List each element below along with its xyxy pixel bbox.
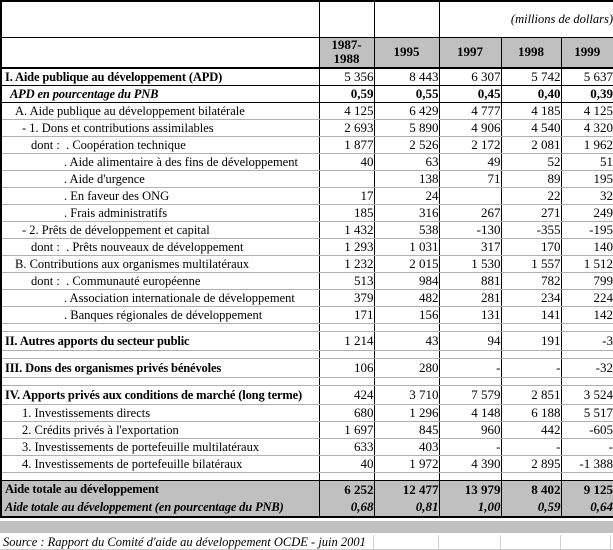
value-cell: 5 637 [561, 68, 613, 86]
value-cell: 5 356 [319, 68, 374, 86]
value-cell: 271 [501, 205, 561, 222]
spacer-row [1, 473, 613, 481]
value-cell [374, 324, 439, 332]
row-label-cell: dont : . Communauté européenne [1, 273, 319, 290]
value-cell: 1 972 [374, 456, 439, 473]
value-cell: 5 517 [561, 405, 613, 422]
year-header-empty-cell [1, 37, 319, 68]
value-cell: 51 [561, 154, 613, 171]
value-cell: 142 [561, 307, 613, 324]
value-cell: 482 [374, 290, 439, 307]
value-cell: 424 [319, 386, 374, 405]
value-cell: 403 [374, 439, 439, 456]
value-cell [561, 378, 613, 386]
value-cell: 24 [374, 188, 439, 205]
value-cell: -32 [561, 359, 613, 378]
value-cell: 4 777 [439, 103, 501, 120]
value-cell: 249 [561, 205, 613, 222]
table-row [1, 103, 613, 120]
value-cell: 4 125 [319, 103, 374, 120]
value-cell: 22 [501, 188, 561, 205]
value-cell: 0,64 [561, 499, 613, 517]
value-cell: 141 [501, 307, 561, 324]
table-row [1, 332, 613, 351]
value-cell: 845 [374, 422, 439, 439]
value-cell: 63 [374, 154, 439, 171]
table-row [1, 273, 613, 290]
value-cell: 131 [439, 307, 501, 324]
value-cell [439, 378, 501, 386]
value-cell: 195 [561, 171, 613, 188]
value-cell: - [561, 439, 613, 456]
row-label-cell: . Aide alimentaire à des fins de développement [1, 154, 319, 171]
spacer-row [1, 351, 613, 359]
value-cell [374, 378, 439, 386]
value-cell: 3 524 [561, 386, 613, 405]
value-cell: 280 [374, 359, 439, 378]
year-label: 1987- [331, 37, 362, 53]
value-cell: - [501, 359, 561, 378]
value-cell: 267 [439, 205, 501, 222]
value-cell: 2 081 [501, 137, 561, 154]
value-cell: 2 172 [439, 137, 501, 154]
table-row [1, 154, 613, 171]
row-label-cell: 1. Investissements directs [1, 405, 319, 422]
value-cell: 191 [501, 332, 561, 351]
value-cell: 13 979 [439, 481, 501, 499]
table-row [1, 256, 613, 273]
value-cell: 4 390 [439, 456, 501, 473]
row-label-cell: - 2. Prêts de développement et capital [1, 222, 319, 239]
value-cell [501, 473, 561, 481]
value-cell: 5 890 [374, 120, 439, 137]
gridline [500, 535, 501, 549]
value-cell: 43 [374, 332, 439, 351]
value-cell: 0,45 [439, 86, 501, 103]
value-cell: 1,00 [439, 499, 501, 517]
table-row [1, 439, 613, 456]
row-label-cell [1, 473, 319, 481]
spacer-row [1, 324, 613, 332]
table-row [1, 239, 613, 256]
value-cell: 49 [439, 154, 501, 171]
empty-cell [319, 1, 374, 37]
value-cell: 4 148 [439, 405, 501, 422]
value-cell: 224 [561, 290, 613, 307]
value-cell: 234 [501, 290, 561, 307]
row-label-cell [1, 378, 319, 386]
table-row [1, 481, 613, 499]
empty-cell [1, 1, 319, 37]
value-cell: 513 [319, 273, 374, 290]
year-label: 1988 [333, 51, 360, 67]
year-header-1995: 1995 [374, 37, 439, 68]
table-row [1, 290, 613, 307]
row-label-cell: . Aide d'urgence [1, 171, 319, 188]
value-cell: -355 [501, 222, 561, 239]
value-cell: 94 [439, 332, 501, 351]
value-cell: 89 [501, 171, 561, 188]
row-label-cell: - 1. Dons et contributions assimilables [1, 120, 319, 137]
value-cell: 171 [319, 307, 374, 324]
value-cell: 6 252 [319, 481, 374, 499]
table-row [1, 386, 613, 405]
value-cell: 0,59 [319, 86, 374, 103]
value-cell: 185 [319, 205, 374, 222]
value-cell: 1 962 [561, 137, 613, 154]
value-cell: 1 031 [374, 239, 439, 256]
empty-cell [374, 1, 439, 37]
value-cell: 680 [319, 405, 374, 422]
value-cell: 0,55 [374, 86, 439, 103]
gridline [610, 535, 611, 549]
gridline [560, 535, 561, 549]
value-cell: 2 851 [501, 386, 561, 405]
value-cell: 2 895 [501, 456, 561, 473]
value-cell: 0,40 [501, 86, 561, 103]
table-row [1, 499, 613, 517]
row-label-cell: II. Autres apports du secteur public [1, 332, 319, 351]
row-label-cell: A. Aide publique au développement bilatérale [1, 103, 319, 120]
row-label-cell: IV. Apports privés aux conditions de marché (long terme) [1, 386, 319, 405]
value-cell: 156 [374, 307, 439, 324]
value-cell [501, 324, 561, 332]
value-cell: 6 429 [374, 103, 439, 120]
value-cell [319, 351, 374, 359]
row-label-cell: III. Dons des organismes privés bénévoles [1, 359, 319, 378]
unit-note: (millions de dollars) [439, 1, 613, 37]
value-cell: 40 [319, 154, 374, 171]
value-cell: 984 [374, 273, 439, 290]
unit-note-row [1, 1, 613, 37]
year-header-1998: 1998 [501, 37, 561, 68]
value-cell: 2 526 [374, 137, 439, 154]
value-cell [374, 473, 439, 481]
value-cell: 2 693 [319, 120, 374, 137]
row-label-cell: 3. Investissements de portefeuille multilatéraux [1, 439, 319, 456]
value-cell: 379 [319, 290, 374, 307]
value-cell: 52 [501, 154, 561, 171]
value-cell: 7 579 [439, 386, 501, 405]
value-cell: 0,81 [374, 499, 439, 517]
source-row [0, 535, 613, 550]
row-label-cell: I. Aide publique au développement (APD) [1, 68, 319, 86]
value-cell: 782 [501, 273, 561, 290]
value-cell: 1 877 [319, 137, 374, 154]
table-row [1, 137, 613, 154]
row-label-cell: . Association internationale de développement [1, 290, 319, 307]
year-header-1997: 1997 [439, 37, 501, 68]
row-label-cell: 2. Crédits privés à l'exportation [1, 422, 319, 439]
value-cell: -195 [561, 222, 613, 239]
value-cell: 5 742 [501, 68, 561, 86]
value-cell [319, 171, 374, 188]
value-cell [439, 351, 501, 359]
value-cell: 4 185 [501, 103, 561, 120]
table-row [1, 120, 613, 137]
value-cell: 881 [439, 273, 501, 290]
value-cell [501, 378, 561, 386]
table-row [1, 171, 613, 188]
row-label-cell [1, 351, 319, 359]
value-cell: 281 [439, 290, 501, 307]
value-cell: 633 [319, 439, 374, 456]
spacer-row [1, 378, 613, 386]
value-cell: 8 402 [501, 481, 561, 499]
value-cell: 106 [319, 359, 374, 378]
value-cell: 17 [319, 188, 374, 205]
value-cell [439, 324, 501, 332]
value-cell: 316 [374, 205, 439, 222]
value-cell [374, 351, 439, 359]
value-cell: 1 296 [374, 405, 439, 422]
value-cell: 1 697 [319, 422, 374, 439]
year-header-row [1, 37, 613, 68]
row-label-cell: B. Contributions aux organismes multilatéraux [1, 256, 319, 273]
table-row [1, 86, 613, 103]
value-cell [439, 473, 501, 481]
value-cell: 1 293 [319, 239, 374, 256]
row-label-cell: Aide totale au développement (en pourcentage du PNB) [1, 499, 319, 517]
row-label-cell: dont : . Prêts nouveaux de développement [1, 239, 319, 256]
value-cell: 4 540 [501, 120, 561, 137]
table-row [1, 307, 613, 324]
value-cell: 0,39 [561, 86, 613, 103]
value-cell: 6 188 [501, 405, 561, 422]
value-cell: 138 [374, 171, 439, 188]
gridline [438, 535, 439, 549]
value-cell [561, 351, 613, 359]
value-cell: -130 [439, 222, 501, 239]
row-label-cell: . Banques régionales de développement [1, 307, 319, 324]
value-cell: 6 307 [439, 68, 501, 86]
value-cell: 1 214 [319, 332, 374, 351]
value-cell: 1 232 [319, 256, 374, 273]
year-header-1987-1988 [319, 37, 374, 68]
value-cell: 4 906 [439, 120, 501, 137]
source-note: Source : Rapport du Comité d'aide au développement OCDE - juin 2001 [3, 534, 366, 549]
row-label-cell: dont : . Coopération technique [1, 137, 319, 154]
value-cell: 4 125 [561, 103, 613, 120]
value-cell: 1 432 [319, 222, 374, 239]
value-cell [561, 324, 613, 332]
table-row [1, 422, 613, 439]
row-label-cell [1, 324, 319, 332]
value-cell: 9 125 [561, 481, 613, 499]
value-cell: 40 [319, 456, 374, 473]
table-row [1, 405, 613, 422]
value-cell [319, 324, 374, 332]
row-label-cell: APD en pourcentage du PNB [1, 86, 319, 103]
row-label-cell: Aide totale au développement [1, 481, 319, 499]
value-cell: 4 320 [561, 120, 613, 137]
value-cell [319, 473, 374, 481]
table-row [1, 222, 613, 239]
value-cell: 799 [561, 273, 613, 290]
row-label-cell: . En faveur des ONG [1, 188, 319, 205]
row-label-cell: 4. Investissements de portefeuille bilatéraux [1, 456, 319, 473]
value-cell [439, 188, 501, 205]
value-cell: 12 477 [374, 481, 439, 499]
value-cell: 1 530 [439, 256, 501, 273]
value-cell: 71 [439, 171, 501, 188]
value-cell: -605 [561, 422, 613, 439]
value-cell: 3 710 [374, 386, 439, 405]
value-cell: 1 512 [561, 256, 613, 273]
value-cell: 317 [439, 239, 501, 256]
separator-band [0, 521, 613, 533]
value-cell: 1 557 [501, 256, 561, 273]
value-cell: - [439, 359, 501, 378]
value-cell: 2 015 [374, 256, 439, 273]
value-cell: 538 [374, 222, 439, 239]
value-cell: - [501, 439, 561, 456]
value-cell [561, 473, 613, 481]
table-row [1, 205, 613, 222]
table-row [1, 188, 613, 205]
value-cell: 0,59 [501, 499, 561, 517]
gridline [373, 535, 374, 549]
value-cell: -3 [561, 332, 613, 351]
value-cell: 32 [561, 188, 613, 205]
table-row [1, 456, 613, 473]
row-label-cell: . Frais administratifs [1, 205, 319, 222]
value-cell: 0,68 [319, 499, 374, 517]
value-cell: 170 [501, 239, 561, 256]
value-cell: 960 [439, 422, 501, 439]
value-cell [501, 351, 561, 359]
value-cell: 8 443 [374, 68, 439, 86]
table-row [1, 68, 613, 86]
value-cell: -1 388 [561, 456, 613, 473]
value-cell [319, 378, 374, 386]
value-cell: 140 [561, 239, 613, 256]
value-cell: 442 [501, 422, 561, 439]
value-cell: - [439, 439, 501, 456]
year-header-1999: 1999 [561, 37, 613, 68]
table-row [1, 359, 613, 378]
